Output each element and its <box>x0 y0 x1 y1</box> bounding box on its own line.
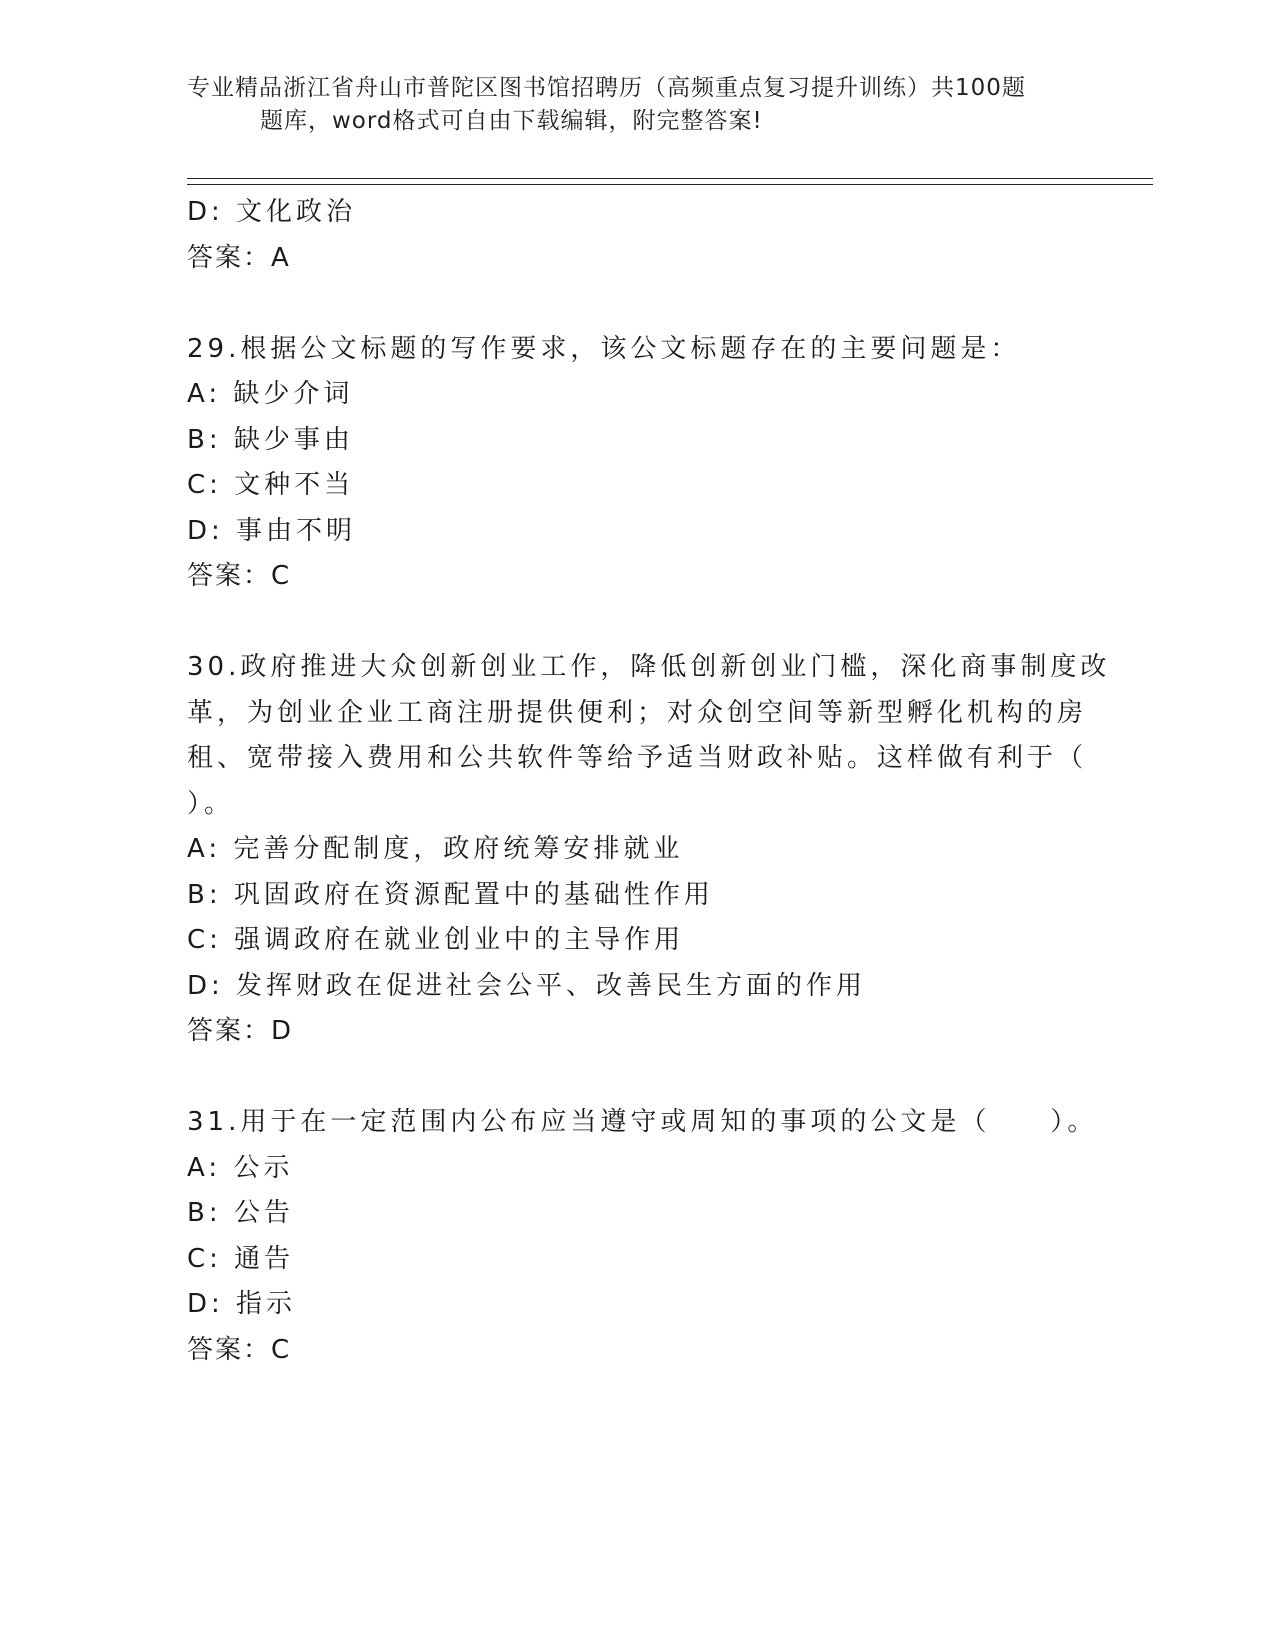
header-title-line-2: 题库，word格式可自由下载编辑，附完整答案! <box>260 108 763 134</box>
question-list <box>187 190 1111 1373</box>
header-title-line-1: 专业精品浙江省舟山市普陀区图书馆招聘历（高频重点复习提升训练）共100题 <box>187 75 1026 101</box>
question-text: 31.用于在一定范围内公布应当遵守或周知的事项的公文是（ ）。 <box>187 1107 1098 1137</box>
document-header <box>187 72 1067 138</box>
question-text-line-4: ）。 <box>187 788 235 819</box>
option-a: A: 公示 <box>187 1152 294 1183</box>
option-a: A: 缺少介词 <box>187 379 354 409</box>
spacer <box>187 600 1087 646</box>
option-c: C: 强调政府在就业创业中的主导作用 <box>187 925 685 955</box>
question-text-line-1: 30.政府推进大众创新创业工作，降低创新创业门槛，深化商事制度改 <box>187 652 1111 682</box>
option-c: C: 文种不当 <box>187 470 355 500</box>
question-31 <box>187 1100 1098 1373</box>
option-b: B: 公告 <box>187 1198 294 1228</box>
spacer <box>187 281 1087 327</box>
option-d: D: 发挥财政在促进社会公平、改善民生方面的作用 <box>187 970 867 1001</box>
option-c: C: 通告 <box>187 1243 295 1274</box>
question-text: 29.根据公文标题的写作要求，该公文标题存在的主要问题是： <box>187 333 1021 364</box>
option-d: D: 指示 <box>187 1289 297 1319</box>
answer: 答案：C <box>187 561 292 591</box>
header-divider-bottom <box>187 184 1153 185</box>
answer: 答案：A <box>187 242 291 273</box>
header-divider-top <box>187 178 1153 179</box>
option-d: D: 事由不明 <box>187 515 357 546</box>
spacer <box>187 1055 1087 1101</box>
option-d: D: 文化政治 <box>187 197 357 227</box>
question-30 <box>187 645 1111 1055</box>
answer: 答案：D <box>187 1016 294 1046</box>
option-a: A: 完善分配制度，政府统筹安排就业 <box>187 834 684 864</box>
answer: 答案：C <box>187 1334 292 1365</box>
question-text-line-3: 租、宽带接入费用和公共软件等给予适当财政补贴。这样做有利于（ <box>187 743 1088 773</box>
option-b: B: 缺少事由 <box>187 424 354 455</box>
option-b: B: 巩固政府在资源配置中的基础性作用 <box>187 879 714 910</box>
question-text-line-2: 革，为创业企业工商注册提供便利；对众创空间等新型孵化机构的房 <box>187 697 1088 728</box>
question-29 <box>187 327 1087 600</box>
question-28-tail <box>187 190 1087 281</box>
